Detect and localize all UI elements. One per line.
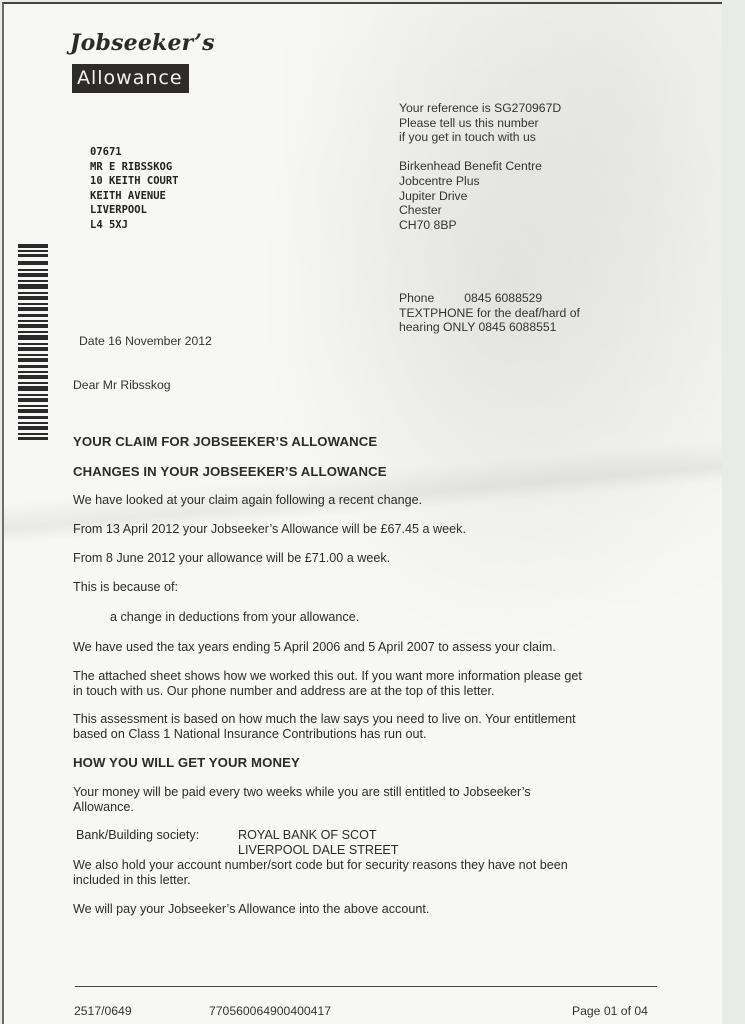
paragraph: We have used the tax years ending 5 April 2006 and 5 April 2007 to assess your claim. — [73, 640, 556, 654]
address-line: LIVERPOOL — [90, 204, 147, 217]
bank-label: Bank/Building society: — [76, 828, 200, 842]
sender-line: Birkenhead Benefit Centre — [399, 159, 542, 174]
paragraph-line: Allowance. — [73, 800, 134, 814]
address-line: MR E RIBSSKOG — [90, 160, 173, 173]
heading-money: HOW YOU WILL GET YOUR MONEY — [73, 755, 300, 770]
recipient-address — [90, 145, 179, 233]
paragraph: From 13 April 2012 your Jobseeker’s Allowance will be £67.45 a week. — [73, 522, 466, 536]
footer-number: 770560064900400417 — [209, 1004, 332, 1018]
footer-code: 2517/0649 — [74, 1004, 132, 1018]
address-line: 10 KEITH COURT — [90, 175, 179, 188]
barcode-icon — [16, 242, 50, 442]
bank-details — [238, 828, 399, 858]
logo-allowance: Allowance — [72, 64, 189, 93]
reference-number: Your reference is SG270967D — [399, 101, 562, 115]
paragraph-line: This assessment is based on how much the law says you need to live on. Your entitlement — [73, 712, 576, 726]
sender-line: CH70 8BP — [399, 217, 457, 232]
sender-line: Jobcentre Plus — [399, 173, 480, 188]
address-line: L4 5XJ — [90, 218, 128, 231]
sender-line: Chester — [399, 203, 442, 218]
textphone-line-1: TEXTPHONE for the deaf/hard of — [399, 305, 580, 320]
contact-block — [399, 291, 580, 335]
paragraph-line: We also hold your account number/sort code but for security reasons they have not been — [73, 858, 568, 872]
bank-name: ROYAL BANK OF SCOT — [238, 828, 377, 842]
paragraph — [73, 785, 663, 815]
paragraph: This is because of: — [73, 580, 178, 594]
bank-branch: LIVERPOOL DALE STREET — [238, 843, 399, 857]
paragraph: We will pay your Jobseeker’s Allowance into the above account. — [73, 902, 430, 916]
textphone-line-2: hearing ONLY 0845 6088551 — [399, 320, 557, 335]
reference-note-1: Please tell us this number — [399, 115, 539, 130]
footer-divider — [75, 986, 657, 987]
address-line: 07671 — [90, 146, 122, 158]
letter-date: Date 16 November 2012 — [79, 334, 212, 348]
paragraph: From 8 June 2012 your allowance will be £71.00 a week. — [73, 551, 391, 565]
paragraph — [73, 858, 663, 888]
address-line: KEITH AVENUE — [90, 189, 166, 202]
paragraph-line: The attached sheet shows how we worked this out. If you want more information please get — [73, 669, 582, 683]
paragraph — [73, 669, 663, 699]
heading-changes: CHANGES IN YOUR JOBSEEKER’S ALLOWANCE — [73, 464, 387, 479]
heading-claim: YOUR CLAIM FOR JOBSEEKER’S ALLOWANCE — [73, 434, 378, 449]
paragraph — [73, 712, 663, 742]
page-indicator: Page 01 of 04 — [572, 1004, 648, 1018]
paragraph-reason: a change in deductions from your allowance. — [110, 610, 360, 624]
reference-note-2: if you get in touch with us — [399, 130, 536, 145]
paragraph-line: included in this letter. — [73, 873, 191, 887]
paragraph-line: Your money will be paid every two weeks while you are still entitled to Jobseeker’s — [73, 785, 531, 799]
greeting: Dear Mr Ribsskog — [73, 378, 171, 392]
sender-line: Jupiter Drive — [399, 188, 468, 203]
letter-page — [2, 2, 722, 1024]
reference-block — [399, 101, 561, 232]
paragraph: We have looked at your claim again following a recent change. — [73, 493, 423, 507]
paragraph-line: based on Class 1 National Insurance Contributions has run out. — [73, 727, 427, 741]
logo-jobseekers: Jobseeker’s — [70, 30, 215, 56]
phone-label: Phone — [399, 291, 435, 305]
phone-number: 0845 6088529 — [464, 291, 543, 305]
paragraph-line: in touch with us. Our phone number and address are at the top of this letter. — [73, 684, 495, 698]
